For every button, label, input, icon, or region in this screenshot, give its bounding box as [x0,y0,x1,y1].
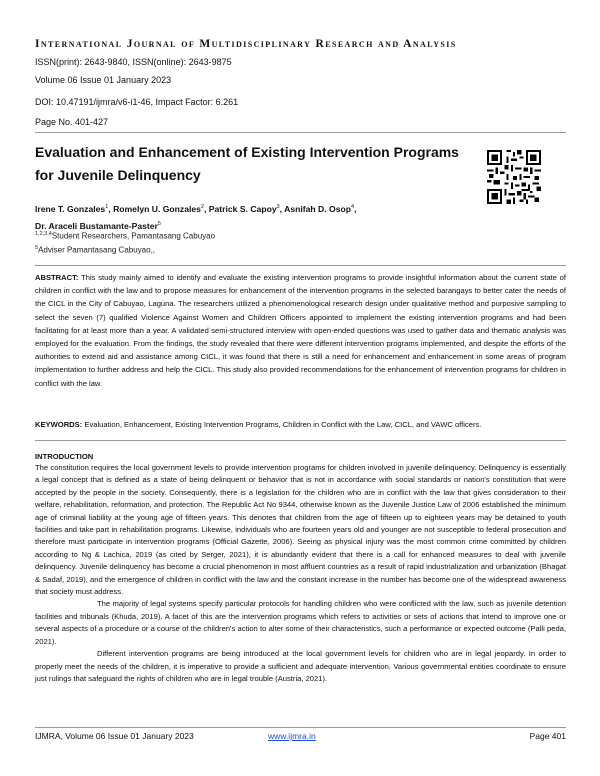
page-range: Page No. 401-427 [35,117,109,127]
volume-line: Volume 06 Issue 01 January 2023 [35,75,172,85]
header-divider [35,132,566,133]
body-paragraph: The majority of legal systems specify particular protocols for handling children who were conflicted with the law, such as juvenile detention facilities and tribunals (Khuda, 2019). A facet of this are the intervention programs which refers to activities or sets of actions that intend to improve one or several aspects of a procedure or a course of the children's action to alter some of their characteristics, such a performance or expected outcome (Palli peda, 2021). [35,599,566,646]
doi-line: DOI: 10.47191/ijmra/v6-i1-46, Impact Factor: 6.261 [35,97,239,107]
keywords-label: KEYWORDS: [35,420,83,429]
author-name: Asnifah D. Osop [284,203,351,214]
author-name: Patrick S. Capoy [208,203,277,214]
qr-code-icon [487,150,541,204]
affiliation [35,245,155,255]
paper-title: Evaluation and Enhancement of Existing Intervention Programs for Juvenile Delinquency [35,144,459,183]
introduction-heading: INTRODUCTION [35,452,94,461]
journal-title: International Journal of Multidisciplinary Research and Analysis [35,38,457,50]
issn-line: ISSN(print): 2643-9840, ISSN(online): 2643-9875 [35,57,232,67]
footer-page-number: Page 401 [529,731,566,741]
abstract-text: This study mainly aimed to identify and evaluate the existing intervention programs to provide insightful information about the current state of children in conflict with the law and to propose measures for enhancement of the intervention programs in the selected barangays to better cater the needs of the CICL in the City of Cabuyao, Laguna. The researchers utilized a phenomenological research design under qualitative method and purposive sampling to select the seven (7) qualified Violence Against Women and Children Officers appointed to implement the existing intervention programs and had been facilitating for at least more than a year. A validated semi-structured interview with open-ended questions was used to gather data and thematic analysis was employed for the evaluation. From the findings, the study revealed that there were different intervention programs implemented, and despite the efforts of the authorities to extend aid and assistance among CICL, it was found that there is still a need for enhancement and enhancement in some areas of program implementation to further address and help the CICL. This study also provided recommendations for the enhancement of intervention programs for children in conflict with the law. [35,273,566,388]
author-name: Romelyn U. Gonzales [113,203,201,214]
author-sup: 1 [105,204,109,210]
author-sup: 4 [351,204,355,210]
footer-website-link[interactable]: www.ijmra.in [268,731,316,741]
affiliation-text: Student Researchers, Pamantasang Cabuyao [51,231,216,241]
keywords [35,420,566,429]
author-name: Irene T. Gonzales [35,203,106,214]
author-sup: 5 [157,220,161,227]
abstract-label: ABSTRACT: [35,273,79,282]
author-list: Irene T. Gonzales$^1$, Romelyn U. Gonzales$^2$, Patrick S. Capoy$^3$, Asnifah D. Osop$^4$, Dr. Araceli Bustamante-Paster$^5$ [35,203,357,231]
body-paragraph: The constitution requires the local government levels to provide intervention programs for children involved in juvenile delinquency. Delinquency is essentially a legal concept that is defined as a state of being delinquent or behavior that is not in accordance with social standards or nation's constitution that were accepted by the people in the society. Consequently, there is a legislation for the children who are in conflict with the law that gives consideration to their welfare, rehabilitation, reformation, and protection. The Republic Act No 9344, otherwise known as the Juvenile Justice Law of 2006 established the minimum age of criminal liability at the young age of fifteen years. This denotes that children from the age of fifteen up to eighteen years may be detained to youth facilities and take part in rehabilitation programs. Likewise, individuals who are fourteen years old and younger are not susceptible to federal prosecution and therefore must participate in intervention programs (Official Gazette, 2006). Seeing as physical injury was the most common crime committed by children according to Ng & Lachica, 2019 (as cited by Serger, 2021), it is abundantly evident that there is a call for enhanced measures to deal with juvenile delinquency. Juvenile delinquency has become a crucial phenomenon in most affluent countries as a result of rapid industrialization and urbanization (Bhagat & Sadaf, 2019), and the emergence of children in conflict with the law and the constant increase in the number has become one of the widespread awareness that society must address. [35,463,566,597]
body-divider [35,440,566,441]
author-sup: 3 [276,204,280,210]
footer-journal: IJMRA, Volume 06 Issue 01 January 2023 [35,731,194,741]
introduction-body [35,462,566,685]
affiliation-sup: 5 [35,245,39,251]
affiliation-sup: 1,2,3,4 [35,231,52,237]
abstract-divider [35,265,566,266]
footer-divider [35,727,566,728]
author-name: Dr. Araceli Bustamante-Paster [35,220,158,231]
author-sup: 2 [200,204,204,210]
abstract [35,271,566,390]
affiliation-text: Adviser Pamantasang Cabuyao,, [38,245,156,255]
affiliation [35,231,215,241]
keywords-text: Evaluation, Enhancement, Existing Intervention Programs, Children in Conflict with the Law, CICL, and VAWC officers. [84,420,482,429]
body-paragraph: Different intervention programs are being introduced at the local government levels for children who are in legal jeopardy. In order to properly meet the needs of the children, it is imperative to provide a sufficient and adequate intervention. Various governmental entities coordinate to ensure just rulings that safeguard the rights of children who are in legal trouble (Austria, 2021). [35,649,566,683]
